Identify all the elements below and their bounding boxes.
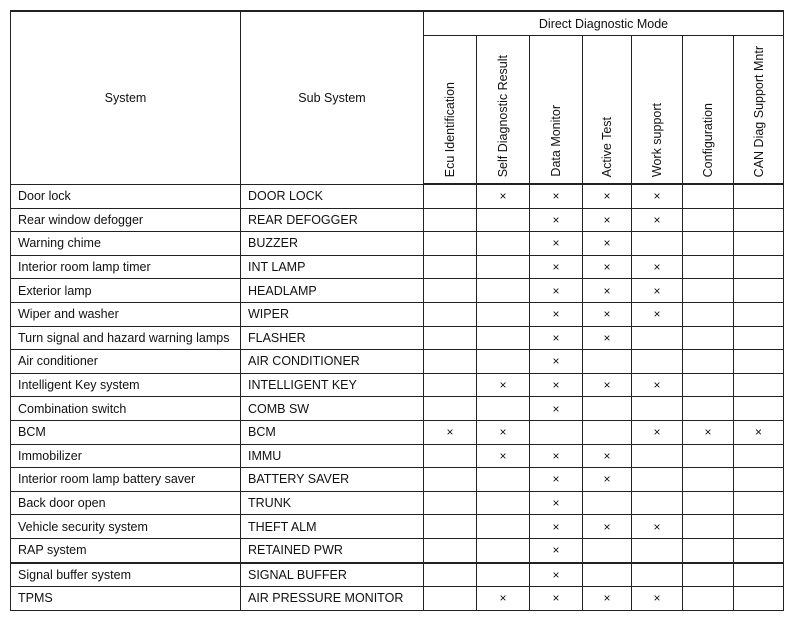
supported-mark: ×: [683, 420, 734, 444]
supported-mark: ×: [583, 255, 632, 279]
supported-mark: ×: [583, 587, 632, 611]
supported-mark: ×: [477, 184, 530, 208]
empty-cell: [424, 350, 477, 374]
system-cell: Intelligent Key system: [11, 373, 241, 397]
empty-cell: [734, 255, 784, 279]
system-cell: Wiper and washer: [11, 302, 241, 326]
empty-cell: [683, 587, 734, 611]
supported-mark: ×: [632, 255, 683, 279]
system-cell: Air conditioner: [11, 350, 241, 374]
empty-cell: [477, 563, 530, 587]
empty-cell: [583, 397, 632, 421]
sub-system-cell: REAR DEFOGGER: [241, 208, 424, 232]
empty-cell: [424, 184, 477, 208]
sub-system-column-header: Sub System: [241, 11, 424, 184]
empty-cell: [424, 397, 477, 421]
supported-mark: ×: [583, 279, 632, 303]
empty-cell: [424, 515, 477, 539]
supported-mark: ×: [583, 208, 632, 232]
empty-cell: [734, 302, 784, 326]
empty-cell: [734, 563, 784, 587]
empty-cell: [477, 397, 530, 421]
empty-cell: [734, 279, 784, 303]
sub-system-cell: RETAINED PWR: [241, 538, 424, 562]
table-body: [11, 184, 784, 610]
supported-mark: ×: [530, 515, 583, 539]
empty-cell: [477, 350, 530, 374]
empty-cell: [424, 326, 477, 350]
supported-mark: ×: [530, 563, 583, 587]
supported-mark: ×: [632, 184, 683, 208]
sub-system-cell: IMMU: [241, 444, 424, 468]
supported-mark: ×: [530, 491, 583, 515]
empty-cell: [683, 232, 734, 256]
empty-cell: [583, 350, 632, 374]
supported-mark: ×: [530, 468, 583, 492]
supported-mark: ×: [530, 184, 583, 208]
table-row: [11, 420, 784, 444]
empty-cell: [424, 302, 477, 326]
empty-cell: [632, 444, 683, 468]
empty-cell: [683, 538, 734, 562]
empty-cell: [734, 373, 784, 397]
sub-system-cell: THEFT ALM: [241, 515, 424, 539]
system-cell: Interior room lamp timer: [11, 255, 241, 279]
empty-cell: [632, 397, 683, 421]
sub-system-cell: BUZZER: [241, 232, 424, 256]
supported-mark: ×: [632, 515, 683, 539]
table-row: [11, 538, 784, 562]
empty-cell: [424, 538, 477, 562]
empty-cell: [683, 255, 734, 279]
empty-cell: [477, 468, 530, 492]
supported-mark: ×: [583, 184, 632, 208]
system-cell: Back door open: [11, 491, 241, 515]
empty-cell: [683, 468, 734, 492]
empty-cell: [734, 538, 784, 562]
supported-mark: ×: [734, 420, 784, 444]
supported-mark: ×: [583, 326, 632, 350]
empty-cell: [424, 444, 477, 468]
mode-header-self-diagnostic-result: Self Diagnostic Result: [477, 36, 530, 185]
empty-cell: [477, 538, 530, 562]
system-cell: Door lock: [11, 184, 241, 208]
mode-header-can-diag-support-mntr: CAN Diag Support Mntr: [734, 36, 784, 185]
sub-system-cell: HEADLAMP: [241, 279, 424, 303]
empty-cell: [632, 326, 683, 350]
system-cell: Signal buffer system: [11, 563, 241, 587]
empty-cell: [683, 491, 734, 515]
sub-system-cell: SIGNAL BUFFER: [241, 563, 424, 587]
table-row: [11, 468, 784, 492]
empty-cell: [632, 491, 683, 515]
system-cell: RAP system: [11, 538, 241, 562]
empty-cell: [683, 397, 734, 421]
empty-cell: [683, 350, 734, 374]
supported-mark: ×: [583, 515, 632, 539]
empty-cell: [683, 444, 734, 468]
table-row: [11, 515, 784, 539]
empty-cell: [683, 326, 734, 350]
empty-cell: [530, 420, 583, 444]
empty-cell: [583, 420, 632, 444]
empty-cell: [734, 184, 784, 208]
supported-mark: ×: [583, 468, 632, 492]
empty-cell: [583, 538, 632, 562]
table-row: [11, 587, 784, 611]
sub-system-cell: COMB SW: [241, 397, 424, 421]
system-cell: Rear window defogger: [11, 208, 241, 232]
supported-mark: ×: [632, 302, 683, 326]
empty-cell: [683, 302, 734, 326]
empty-cell: [734, 397, 784, 421]
diagnostic-mode-table: [10, 10, 784, 611]
empty-cell: [632, 232, 683, 256]
sub-system-cell: AIR CONDITIONER: [241, 350, 424, 374]
sub-system-cell: BCM: [241, 420, 424, 444]
table-row: [11, 491, 784, 515]
table-row: [11, 444, 784, 468]
system-cell: Combination switch: [11, 397, 241, 421]
mode-header-work-support: Work support: [632, 36, 683, 185]
supported-mark: ×: [530, 208, 583, 232]
supported-mark: ×: [632, 420, 683, 444]
supported-mark: ×: [632, 373, 683, 397]
supported-mark: ×: [530, 373, 583, 397]
supported-mark: ×: [530, 538, 583, 562]
empty-cell: [477, 491, 530, 515]
supported-mark: ×: [477, 373, 530, 397]
empty-cell: [683, 515, 734, 539]
sub-system-cell: FLASHER: [241, 326, 424, 350]
empty-cell: [683, 184, 734, 208]
supported-mark: ×: [583, 444, 632, 468]
table-row: [11, 563, 784, 587]
empty-cell: [424, 563, 477, 587]
table-row: [11, 232, 784, 256]
empty-cell: [583, 563, 632, 587]
direct-diagnostic-mode-header: Direct Diagnostic Mode: [424, 11, 784, 36]
empty-cell: [424, 255, 477, 279]
empty-cell: [632, 468, 683, 492]
supported-mark: ×: [632, 587, 683, 611]
empty-cell: [477, 208, 530, 232]
empty-cell: [683, 563, 734, 587]
empty-cell: [424, 208, 477, 232]
supported-mark: ×: [530, 279, 583, 303]
table-row: [11, 184, 784, 208]
empty-cell: [477, 255, 530, 279]
supported-mark: ×: [530, 350, 583, 374]
empty-cell: [683, 373, 734, 397]
system-cell: Exterior lamp: [11, 279, 241, 303]
empty-cell: [424, 587, 477, 611]
table-row: [11, 350, 784, 374]
empty-cell: [734, 444, 784, 468]
table-row: [11, 208, 784, 232]
empty-cell: [632, 350, 683, 374]
empty-cell: [424, 373, 477, 397]
mode-header-active-test: Active Test: [583, 36, 632, 185]
supported-mark: ×: [530, 255, 583, 279]
table-row: [11, 279, 784, 303]
empty-cell: [424, 232, 477, 256]
empty-cell: [734, 232, 784, 256]
empty-cell: [683, 279, 734, 303]
empty-cell: [734, 587, 784, 611]
empty-cell: [734, 468, 784, 492]
empty-cell: [477, 326, 530, 350]
supported-mark: ×: [477, 420, 530, 444]
empty-cell: [424, 491, 477, 515]
sub-system-cell: INTELLIGENT KEY: [241, 373, 424, 397]
supported-mark: ×: [583, 232, 632, 256]
supported-mark: ×: [530, 302, 583, 326]
supported-mark: ×: [477, 444, 530, 468]
system-cell: Interior room lamp battery saver: [11, 468, 241, 492]
system-cell: BCM: [11, 420, 241, 444]
supported-mark: ×: [477, 587, 530, 611]
supported-mark: ×: [632, 208, 683, 232]
empty-cell: [424, 279, 477, 303]
mode-header-configuration: Configuration: [683, 36, 734, 185]
empty-cell: [424, 468, 477, 492]
empty-cell: [734, 491, 784, 515]
sub-system-cell: BATTERY SAVER: [241, 468, 424, 492]
table-row: [11, 255, 784, 279]
system-cell: Turn signal and hazard warning lamps: [11, 326, 241, 350]
empty-cell: [632, 563, 683, 587]
empty-cell: [683, 208, 734, 232]
sub-system-cell: AIR PRESSURE MONITOR: [241, 587, 424, 611]
sub-system-cell: DOOR LOCK: [241, 184, 424, 208]
supported-mark: ×: [530, 587, 583, 611]
table-row: [11, 397, 784, 421]
sub-system-cell: WIPER: [241, 302, 424, 326]
empty-cell: [477, 232, 530, 256]
empty-cell: [632, 538, 683, 562]
supported-mark: ×: [530, 397, 583, 421]
supported-mark: ×: [530, 232, 583, 256]
empty-cell: [734, 208, 784, 232]
supported-mark: ×: [583, 373, 632, 397]
system-cell: Warning chime: [11, 232, 241, 256]
supported-mark: ×: [530, 444, 583, 468]
supported-mark: ×: [583, 302, 632, 326]
supported-mark: ×: [632, 279, 683, 303]
empty-cell: [477, 279, 530, 303]
table-row: [11, 326, 784, 350]
empty-cell: [477, 515, 530, 539]
mode-header-data-monitor: Data Monitor: [530, 36, 583, 185]
system-column-header: System: [11, 11, 241, 184]
empty-cell: [583, 491, 632, 515]
mode-header-ecu-identification: Ecu Identification: [424, 36, 477, 185]
empty-cell: [477, 302, 530, 326]
sub-system-cell: TRUNK: [241, 491, 424, 515]
system-cell: Vehicle security system: [11, 515, 241, 539]
empty-cell: [734, 350, 784, 374]
system-cell: TPMS: [11, 587, 241, 611]
system-cell: Immobilizer: [11, 444, 241, 468]
empty-cell: [734, 515, 784, 539]
supported-mark: ×: [424, 420, 477, 444]
sub-system-cell: INT LAMP: [241, 255, 424, 279]
table-row: [11, 302, 784, 326]
supported-mark: ×: [530, 326, 583, 350]
table-row: [11, 373, 784, 397]
empty-cell: [734, 326, 784, 350]
